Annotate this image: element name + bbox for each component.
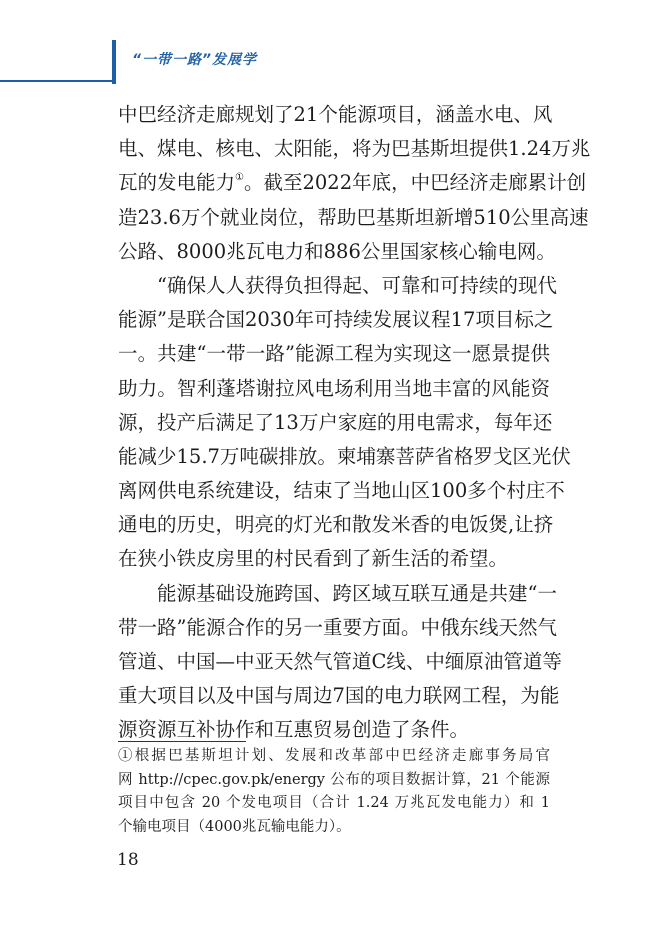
- footnote-line-with-link: 网 http://cpec.gov.pk/energy 公布的项目数据计算，21 个能源: [118, 771, 550, 788]
- paragraph-start-line: “确保人人获得负担得起、可靠和可持续的现代: [157, 273, 557, 297]
- body-line: 能减少15.7万吨碳排放。柬埔寨菩萨省格罗戈区光伏: [118, 444, 571, 468]
- page-number: 18: [117, 850, 139, 870]
- body-line: 管道、中国—中亚天然气管道C线、中缅原油管道等: [118, 650, 562, 673]
- footnote-line: ①根据巴基斯坦计划、发展和改革部中巴经济走廊事务局官: [118, 748, 550, 764]
- body-line: 源，投产后满足了13万户家庭的用电需求，每年还: [118, 410, 553, 434]
- body-line: 带一路”能源合作的另一重要方面。中俄东线天然气: [118, 615, 557, 639]
- footnote: [118, 745, 550, 839]
- body-line: 公路、8000兆瓦电力和886公里国家核心输电网。: [118, 239, 556, 263]
- footnote-line: 项目中包含 20 个发电项目（合计 1.24 万兆瓦发电能力）和 1: [118, 795, 550, 811]
- footnote-reference[interactable]: ①: [235, 172, 244, 184]
- body-line: 离网供电系统建设，结束了当地山区100多个村庄不: [118, 479, 565, 503]
- header-accent-bar: [112, 40, 116, 84]
- footnote-line: 个输电项目（4000兆瓦输电能力）。: [118, 818, 351, 835]
- body-text: [118, 98, 591, 748]
- body-line-tail: 。截至2022年底，中巴经济走廊累计创: [243, 171, 587, 195]
- body-line: 电、煤电、核电、太阳能，将为巴基斯坦提供1.24万兆: [118, 137, 591, 161]
- body-line: 在狭小铁皮房里的村民看到了新生活的希望。: [118, 547, 509, 571]
- body-line-head: 瓦的发电能力: [118, 171, 236, 195]
- body-line: 中巴经济走廊规划了21个能源项目，涵盖水电、风: [118, 103, 553, 126]
- body-line: 一。共建“一带一路”能源工程为实现这一愿景提供: [118, 342, 550, 366]
- body-line: 助力。智利蓬塔谢拉风电场利用当地丰富的风能资: [118, 376, 550, 400]
- body-line: 通电的历史，明亮的灯光和散发米香的电饭煲,让挤: [118, 513, 554, 537]
- body-line-with-footnote: [118, 166, 587, 200]
- running-header-title: “一带一路”发展学: [132, 52, 258, 68]
- body-line: 能源”是联合国2030年可持续发展议程17项目标之: [118, 308, 554, 332]
- body-line: 重大项目以及中国与周边7国的电力联网工程，为能: [118, 684, 560, 708]
- body-line: 源资源互补协作和互惠贸易创造了条件。: [118, 718, 470, 742]
- paragraph-start-line: 能源基础设施跨国、跨区域互联互通是共建“一: [157, 581, 557, 605]
- header-rule: [0, 80, 112, 82]
- footnote-divider: [118, 741, 246, 742]
- body-line: 造23.6万个就业岗位，帮助巴基斯坦新增510公里高速: [118, 205, 589, 229]
